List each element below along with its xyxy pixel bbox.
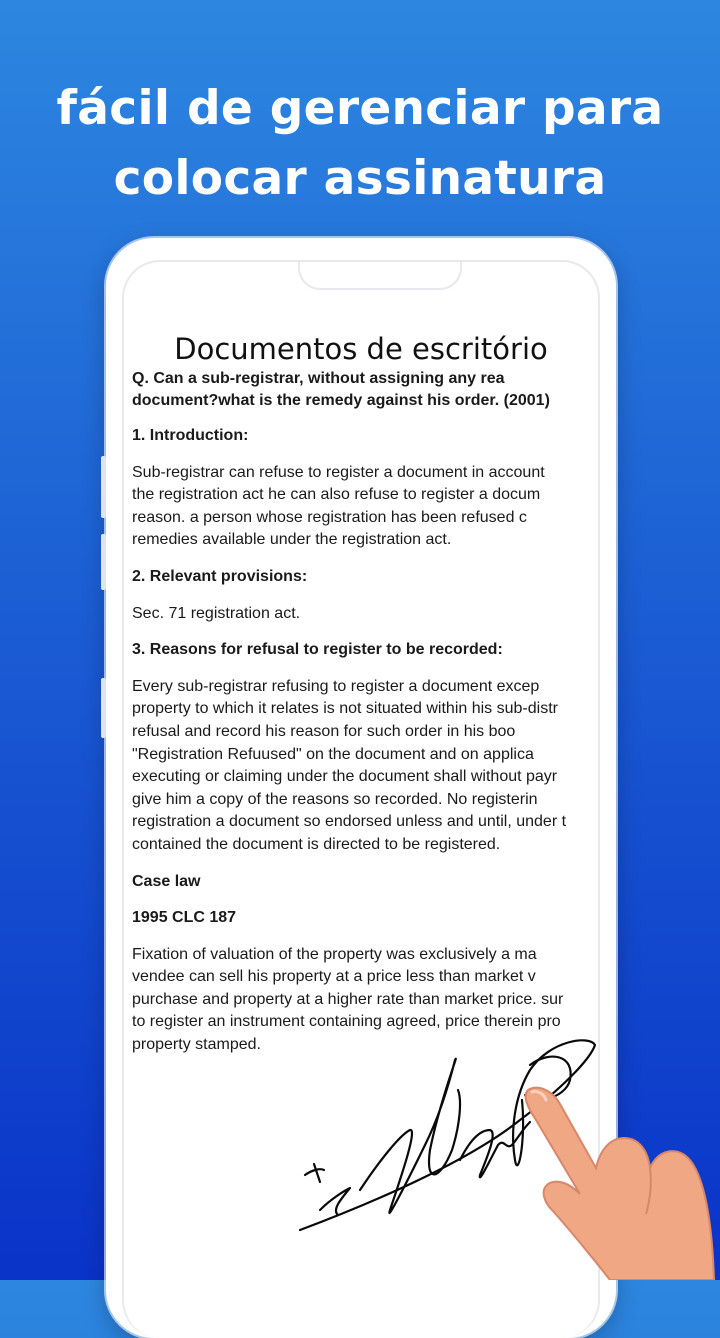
intro-line: reason. a person whose registration has been refused c	[132, 508, 527, 526]
hand-illustration	[500, 1080, 720, 1280]
provisions-text: Sec. 71 registration act.	[132, 604, 301, 622]
case-citation: 1995 CLC 187	[132, 909, 237, 927]
reasons-line: Every sub-registrar refusing to register a document excep	[132, 677, 540, 695]
intro-line: remedies available under the registration act.	[132, 531, 452, 549]
reasons-heading: 3. Reasons for refusal to register to be recorded:	[132, 641, 503, 659]
question-line-1: Q. Can a sub-registrar, without assigning any rea	[132, 370, 505, 387]
phone-side-button	[101, 456, 106, 518]
reasons-line: executing or claiming under the document shall without payr	[132, 768, 558, 786]
caselaw-line: property stamped.	[132, 1036, 261, 1054]
reasons-paragraph	[132, 676, 652, 857]
caselaw-line: Fixation of valuation of the property was exclusively a ma	[132, 945, 537, 963]
headline	[0, 74, 720, 214]
document-body	[132, 368, 652, 1071]
provisions-heading: 2. Relevant provisions:	[132, 567, 308, 585]
caselaw-line: vendee can sell his property at a price less than market v	[132, 968, 536, 986]
caselaw-heading: Case law	[132, 872, 201, 890]
reasons-line: contained the document is directed to be registered.	[132, 835, 501, 853]
phone-side-button	[101, 678, 106, 738]
phone-notch	[298, 262, 462, 290]
caselaw-line: purchase and property at a higher rate than market price. sur	[132, 990, 564, 1008]
document-title: Documentos de escritório	[174, 332, 548, 366]
reasons-line: registration a document so endorsed unless and until, under t	[132, 813, 567, 831]
headline-line-1: fácil de gerenciar para	[56, 81, 664, 136]
reasons-line: give him a copy of the reasons so recorded. No registerin	[132, 790, 538, 808]
intro-heading: 1. Introduction:	[132, 427, 249, 444]
caselaw-line: to register an instrument containing agreed, price therein pro	[132, 1013, 561, 1031]
reasons-line: refusal and record his reason for such order in his boo	[132, 722, 516, 740]
hand-shape	[526, 1088, 714, 1280]
reasons-line: property to which it relates is not situated within his sub-distr	[132, 700, 558, 718]
headline-line-2: colocar assinatura	[113, 151, 607, 206]
intro-line: Sub-registrar can refuse to register a document in account	[132, 463, 545, 481]
intro-paragraph	[132, 462, 652, 552]
question-line-2: document?what is the remedy against his order. (2001)	[132, 392, 550, 409]
intro-line: the registration act he can also refuse to register a docum	[132, 486, 541, 504]
phone-side-button	[101, 534, 106, 590]
reasons-line: "Registration Refuused" on the document and on applica	[132, 745, 534, 763]
